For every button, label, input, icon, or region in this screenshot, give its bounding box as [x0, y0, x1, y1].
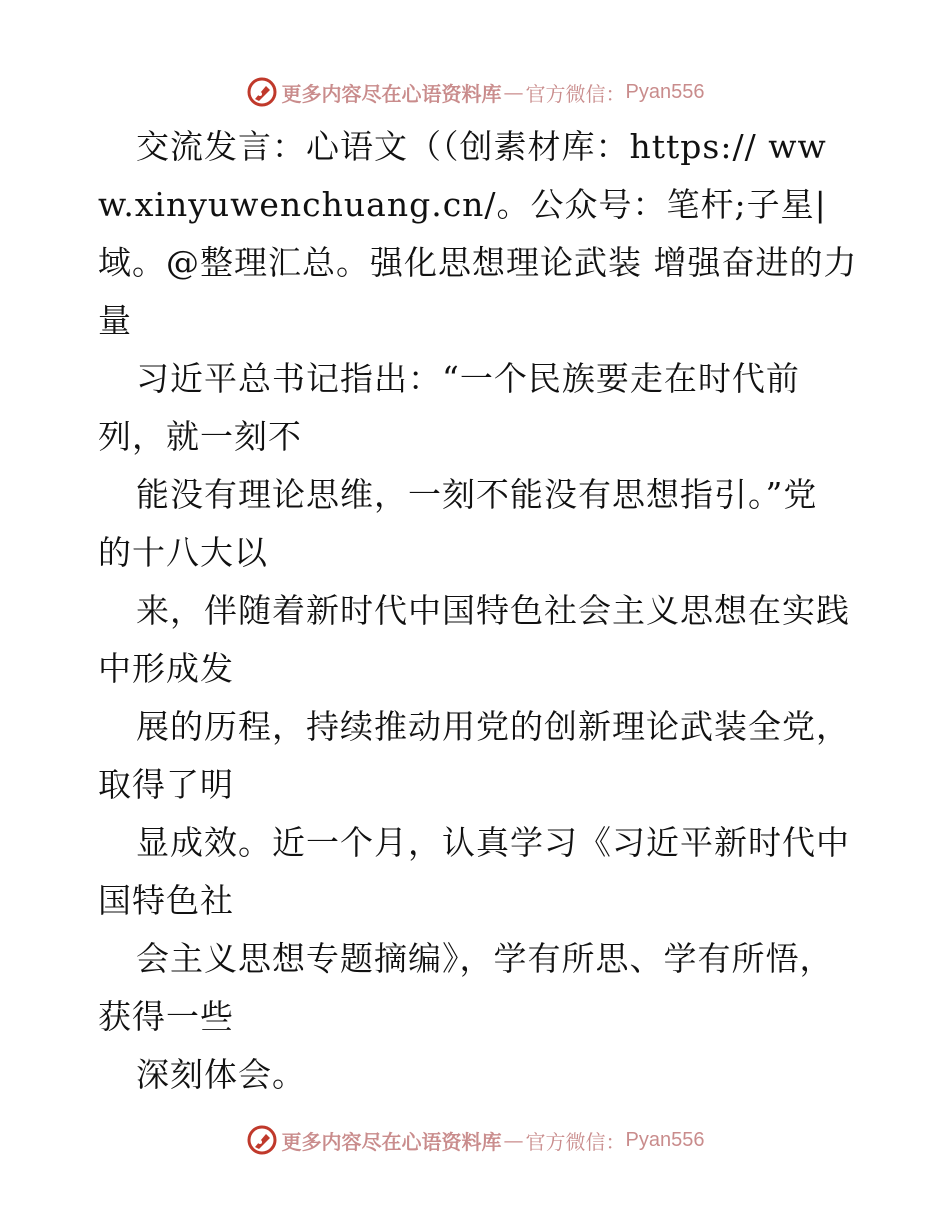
pen-nib-icon: [246, 76, 278, 108]
paragraph: [98, 466, 858, 582]
text-line: 取得了明: [98, 765, 234, 804]
watermark-dash: —: [503, 1128, 524, 1152]
paragraph: [98, 582, 858, 698]
text-line: 国特色社: [98, 881, 234, 920]
text-line: 会主义思想专题摘编》，学有所思、学有所悟，: [136, 939, 834, 978]
paragraph-intro: [98, 118, 858, 350]
pen-nib-icon: [246, 1124, 278, 1156]
text-line: 中形成发: [98, 649, 234, 688]
text-line: 交流发言：心语文（（创素材库：https://: [136, 127, 757, 166]
text-line: 显成效。近一个月，认真学习《习近平新时代中: [136, 823, 850, 862]
watermark-wechat-label: 官方微信：: [525, 81, 626, 106]
watermark-title: 更多内容尽在心语资料库: [281, 81, 502, 106]
watermark-dash: —: [503, 80, 524, 104]
text-line: 来，伴随着新时代中国特色社会主义思想在实践: [136, 591, 850, 630]
watermark-wechat-id: Pyan556: [625, 1128, 705, 1151]
document-body: [98, 118, 858, 1104]
paragraph: [98, 930, 858, 1046]
text-line: 的十八大以: [98, 533, 268, 572]
paragraph: [98, 814, 858, 930]
paragraph-closing: [98, 1046, 858, 1104]
paragraph-quote: [98, 350, 858, 466]
paragraph: [98, 698, 858, 814]
watermark-title: 更多内容尽在心语资料库: [281, 1129, 502, 1154]
text-line: www.xinyuwenchuang.cn/。公众号：笔杆;子星|: [98, 127, 827, 224]
text-line: 习近平总书记指出：“一个民族要走在时代前: [136, 359, 800, 398]
footer-watermark: [0, 1120, 950, 1160]
text-line: 量: [98, 301, 132, 340]
text-line: 域。@整理汇总。强化思想理论武装 增强奋进的力: [98, 243, 858, 282]
watermark-wechat-id: Pyan556: [625, 80, 705, 103]
text-line: 获得一些: [98, 997, 234, 1036]
text-line: 展的历程，持续推动用党的创新理论武装全党，: [136, 707, 850, 746]
watermark-wechat-label: 官方微信：: [525, 1129, 626, 1154]
text-line: 列，就一刻不: [98, 417, 302, 456]
text-line: 能没有理论思维，一刻不能没有思想指引。”党: [136, 475, 818, 514]
text-line: 深刻体会。: [136, 1055, 306, 1094]
header-watermark: [0, 72, 950, 112]
